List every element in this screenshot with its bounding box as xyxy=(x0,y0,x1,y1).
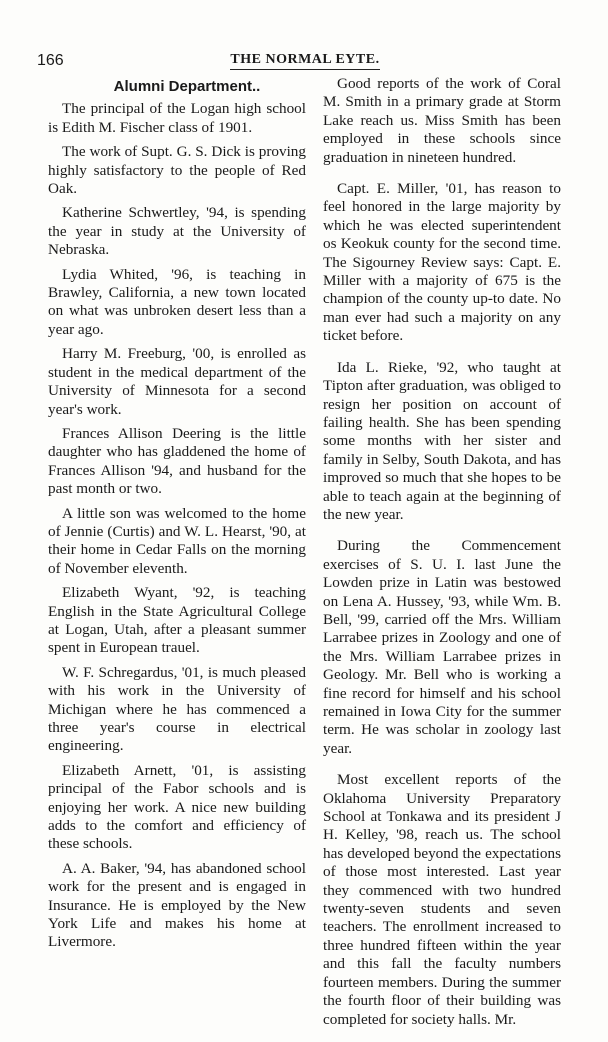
running-title xyxy=(200,52,410,68)
paragraph: The work of Supt. G. S. Dick is proving highly satisfactory to the people of Red Oak. xyxy=(48,143,306,198)
paragraph: Ida L. Rieke, '92, who taught at Tipton after graduation, was obliged to resign her position on account of failing health. She has been spending some months with her sister and family in Selby, South Dakota, and has improved so much that she hopes to be able to teach again at the beginning of the new year. xyxy=(323,358,561,523)
paragraph: Elizabeth Arnett, '01, is assisting principal of the Fabor schools and is enjoying her work. A nice new building adds to the comfort and efficiency of these schools. xyxy=(48,761,306,853)
paragraph: Good reports of the work of Coral M. Smith in a primary grade at Storm Lake reach us. Miss Smith has been employed in these schools since graduation in nineteen hundred. xyxy=(323,75,561,166)
paragraph: W. F. Schregardus, '01, is much pleased with his work in the University of Michigan where he has commenced a three year's course in electrical engineering. xyxy=(48,663,306,755)
paragraph: A little son was welcomed to the home of Jennie (Curtis) and W. L. Hearst, '90, at their home in Cedar Falls on the morning of November eleventh. xyxy=(48,504,306,577)
paragraph: Katherine Schwertley, '94, is spending the year in study at the University of Nebraska. xyxy=(48,204,306,259)
paragraph: During the Commencement exercises of S. U. I. last June the Lowden prize in Latin was bestowed on Lena A. Hussey, '93, while Wm. B. Bell, '99, carried off the Mrs. William Larrabee prizes in Zoology and one of the Mrs. William Larrabee prizes in Geology. Mr. Bell who is working a fine record for himself and his school remained in Iowa City for the summer term. He was scholar in zoology last year. xyxy=(323,537,561,757)
paragraph: A. A. Baker, '94, has abandoned school work for the present and is engaged in Insurance. He is employed by the New York Life and makes his home at Livermore. xyxy=(48,859,306,951)
running-title-text: THE NORMAL EYTE. xyxy=(230,52,379,70)
paragraph: Frances Allison Deering is the little daughter who has gladdened the home of Frances Allison '94, and husband for the past month or two. xyxy=(48,424,306,498)
page-number: 166 xyxy=(37,52,64,69)
right-column xyxy=(323,75,561,1042)
section-heading: Alumni Department.. xyxy=(113,78,261,95)
paragraph: Lydia Whited, '96, is teaching in Brawley, California, a new town located on what was unbroken desert less than a year ago. xyxy=(48,265,306,338)
paragraph: Elizabeth Wyant, '92, is teaching English in the State Agricultural College at Logan, Utah, after a pleasant summer spent in European trauel. xyxy=(48,584,306,657)
paragraph: The principal of the Logan high school is Edith M. Fischer class of 1901. xyxy=(48,100,306,136)
paragraph: Capt. E. Miller, '01, has reason to feel honored in the large majority by which he was elected superintendent os Keokuk county for the second time. The Sigourney Review says: Capt. E. Miller with a majority of 675 is the champion of the county up-to date. No man ever had such a majority on any ticket before. xyxy=(323,180,561,345)
paragraph: Harry M. Freeburg, '00, is enrolled as student in the medical department of the University of Minnesota for a second year's work. xyxy=(48,345,306,418)
left-column xyxy=(48,78,306,958)
paragraph: Most excellent reports of the Oklahoma University Preparatory School at Tonkawa and its president J H. Kelley, '98, reach us. The school has developed beyond the expectations of those most interested. Last year they commenced with two hundred twenty-seven students and seven teachers. The enrollment increased to three hundred fifteen within the year and this fall the faculty numbers fourteen members. During the summer the fourth floor of their building was completed for society halls. Mr. xyxy=(323,771,561,1028)
